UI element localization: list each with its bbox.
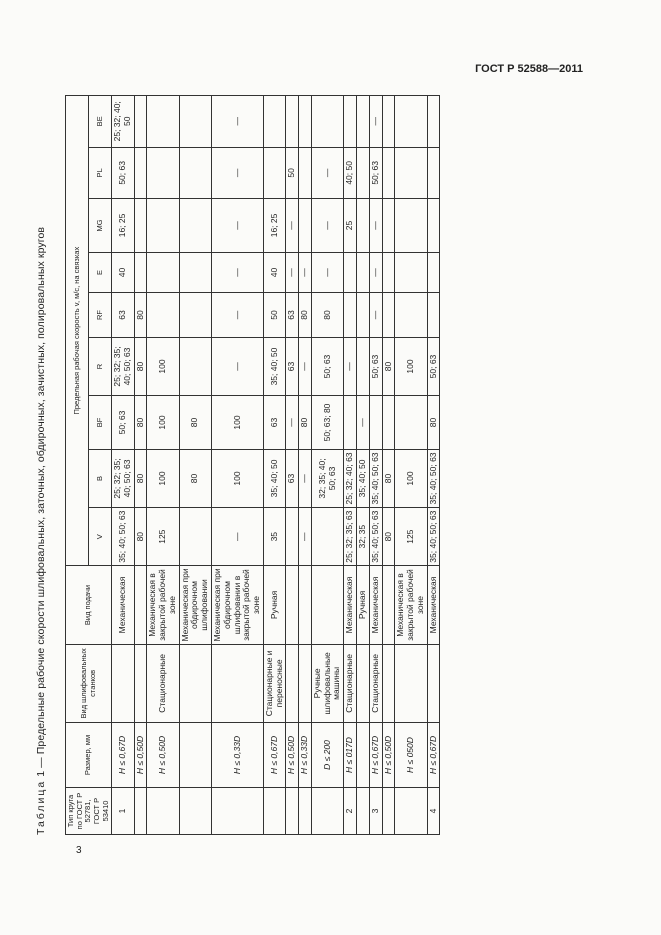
speed-value-cell: — — [286, 396, 299, 450]
col-speed-header: Предельная рабочая скорость v, м/с, на связках — [66, 96, 89, 566]
table-row — [356, 96, 369, 835]
speed-value-cell — [299, 96, 312, 148]
speed-value-cell: 63 — [286, 337, 299, 395]
speed-value-cell: — — [212, 508, 264, 566]
bond-header-cell: V — [89, 508, 112, 566]
speed-value-cell: 80 — [134, 508, 147, 566]
speed-value-cell: 63 — [263, 396, 286, 450]
speed-value-cell — [395, 252, 427, 292]
speed-value-cell — [134, 147, 147, 199]
speed-value-cell: — — [311, 147, 343, 199]
speed-value-cell: 40; 50 — [344, 147, 357, 199]
speed-value-cell — [395, 147, 427, 199]
table-row — [382, 96, 395, 835]
speed-value-cell: 16; 25 — [263, 199, 286, 253]
speed-value-cell: 100 — [212, 449, 264, 507]
type-cell — [356, 787, 369, 834]
speed-value-cell — [179, 337, 211, 395]
speed-value-cell — [356, 199, 369, 253]
feed-cell — [299, 566, 312, 644]
speed-value-cell: — — [356, 396, 369, 450]
speed-value-cell: 100 — [147, 337, 179, 395]
speed-value-cell — [286, 96, 299, 148]
machine-cell: Стационарные — [344, 644, 357, 722]
speed-value-cell: 35 — [263, 508, 286, 566]
feed-cell — [134, 566, 147, 644]
speed-value-cell: 80 — [134, 449, 147, 507]
bond-header-cell: MG — [89, 199, 112, 253]
speed-value-cell: 50; 63; 80 — [311, 396, 343, 450]
table-row — [299, 96, 312, 835]
speed-value-cell: — — [286, 252, 299, 292]
col-machine: Вид шлифовальных станков — [66, 644, 112, 722]
speed-value-cell: 100 — [147, 449, 179, 507]
table-row — [147, 96, 179, 835]
speed-value-cell: 63 — [112, 293, 135, 338]
speed-value-cell: 35; 40; 50; 63 — [427, 508, 440, 566]
speed-value-cell — [356, 96, 369, 148]
speed-value-cell: — — [299, 252, 312, 292]
speed-value-cell: — — [212, 252, 264, 292]
speed-value-cell: — — [311, 199, 343, 253]
speed-value-cell — [263, 96, 286, 148]
machine-cell: Стационарные — [147, 644, 179, 722]
speed-value-cell — [179, 508, 211, 566]
speed-value-cell: 35; 40; 50; 63 — [369, 449, 382, 507]
speed-value-cell — [147, 199, 179, 253]
speed-value-cell: 80 — [179, 396, 211, 450]
speed-value-cell: 40 — [112, 252, 135, 292]
size-cell: D ≤ 200 — [311, 723, 343, 788]
speed-value-cell — [395, 199, 427, 253]
speed-value-cell: 125 — [395, 508, 427, 566]
speed-value-cell: 80 — [134, 337, 147, 395]
speed-value-cell: 16; 25 — [112, 199, 135, 253]
feed-cell: Механическая — [369, 566, 382, 644]
speed-value-cell: 35; 40; 50 — [263, 337, 286, 395]
speed-value-cell: 63 — [286, 449, 299, 507]
speed-value-cell: 80 — [382, 449, 395, 507]
speed-value-cell: 63 — [286, 293, 299, 338]
machine-cell — [299, 644, 312, 722]
speed-value-cell: 50; 63 — [311, 337, 343, 395]
speed-value-cell — [179, 199, 211, 253]
speed-value-cell — [263, 147, 286, 199]
type-cell — [179, 787, 211, 834]
feed-cell — [311, 566, 343, 644]
bond-header-cell: E — [89, 252, 112, 292]
speed-value-cell: 125 — [147, 508, 179, 566]
speed-value-cell: 32; 35; 40; 50; 63 — [311, 449, 343, 507]
type-cell — [212, 787, 264, 834]
speed-value-cell — [427, 199, 440, 253]
machine-cell — [134, 644, 147, 722]
table-row — [427, 96, 440, 835]
table-row — [286, 96, 299, 835]
speed-value-cell — [382, 396, 395, 450]
speed-value-cell: 80 — [427, 396, 440, 450]
speed-value-cell — [299, 147, 312, 199]
speed-value-cell — [344, 96, 357, 148]
size-cell: H ≤ 017D — [344, 723, 357, 788]
speed-value-cell: 80 — [134, 293, 147, 338]
speed-value-cell — [147, 252, 179, 292]
speed-value-cell — [134, 199, 147, 253]
machine-cell — [395, 644, 427, 722]
feed-cell: Механическая в закрытой рабочей зоне — [395, 566, 427, 644]
speed-value-cell — [356, 252, 369, 292]
speed-value-cell: — — [299, 449, 312, 507]
table-row — [344, 96, 357, 835]
feed-cell: Механическая — [112, 566, 135, 644]
speed-value-cell — [344, 396, 357, 450]
speed-value-cell — [382, 147, 395, 199]
speed-value-cell: 35; 40; 50; 63 — [369, 508, 382, 566]
size-cell: H ≤ 0,67D — [263, 723, 286, 788]
type-cell: 3 — [369, 787, 382, 834]
speed-value-cell — [382, 252, 395, 292]
col-size: Размер, мм — [66, 723, 112, 788]
feed-cell: Ручная — [356, 566, 369, 644]
bond-header-cell: BE — [89, 96, 112, 148]
speed-value-cell: 100 — [212, 396, 264, 450]
speed-value-cell — [179, 252, 211, 292]
speed-value-cell: — — [299, 508, 312, 566]
col-type: Тип круга по ГОСТ Р 52781, ГОСТ Р 53410 — [66, 787, 112, 834]
speed-value-cell: 80 — [382, 508, 395, 566]
speed-value-cell — [382, 96, 395, 148]
feed-cell — [382, 566, 395, 644]
speed-value-cell: 50; 63 — [112, 147, 135, 199]
speed-value-cell — [134, 96, 147, 148]
speed-value-cell — [427, 147, 440, 199]
rotated-table-block — [35, 60, 565, 835]
table-row — [311, 96, 343, 835]
speed-value-cell — [356, 147, 369, 199]
table-caption — [35, 227, 47, 835]
speed-value-cell — [299, 199, 312, 253]
speed-value-cell: — — [311, 252, 343, 292]
speed-value-cell: 100 — [395, 337, 427, 395]
speed-value-cell — [147, 147, 179, 199]
speed-value-cell: 50; 63 — [369, 337, 382, 395]
speed-value-cell — [395, 396, 427, 450]
bond-header-cell: R — [89, 337, 112, 395]
speed-value-cell: 50; 63 — [369, 147, 382, 199]
speed-value-cell: 80 — [134, 396, 147, 450]
feed-cell: Механическая — [344, 566, 357, 644]
speed-value-cell — [179, 96, 211, 148]
feed-cell: Механическая при обдирочном шлифовании — [179, 566, 211, 644]
speed-value-cell — [427, 96, 440, 148]
speed-value-cell — [356, 337, 369, 395]
caption-text: 1 — Предельные рабочие скорости шлифовальных, заточных, обдирочных, зачистных, полировальных кругов — [35, 226, 47, 777]
machine-cell: Ручные шлифовальные машины — [311, 644, 343, 722]
machine-cell: Стационарные — [369, 644, 382, 722]
type-cell: 4 — [427, 787, 440, 834]
speed-value-cell: — — [212, 96, 264, 148]
speed-value-cell: 80 — [382, 337, 395, 395]
size-cell: H ≤ 0,50D — [134, 723, 147, 788]
speed-value-cell: 35; 40; 50 — [263, 449, 286, 507]
machine-cell: Стационарные и переносные — [263, 644, 286, 722]
size-cell: H ≤ 0,50D — [147, 723, 179, 788]
speed-value-cell: 40 — [263, 252, 286, 292]
bond-header-cell: B — [89, 449, 112, 507]
speed-value-cell — [369, 396, 382, 450]
size-cell: H ≤ 0,50D — [286, 723, 299, 788]
speed-value-cell: — — [369, 199, 382, 253]
speed-value-cell — [427, 252, 440, 292]
type-cell — [311, 787, 343, 834]
caption-label: Таблица — [35, 779, 47, 835]
table-row — [395, 96, 427, 835]
speed-value-cell — [395, 96, 427, 148]
feed-cell: Механическая при обдирочном шлифовании в закрытой рабочей зоне — [212, 566, 264, 644]
speed-value-cell — [382, 199, 395, 253]
bond-header-cell: RF — [89, 293, 112, 338]
speed-value-cell: 100 — [395, 449, 427, 507]
speed-value-cell: 50 — [263, 293, 286, 338]
size-cell: H ≤ 0,33D — [212, 723, 264, 788]
speed-value-cell: 80 — [299, 293, 312, 338]
feed-cell: Механическая в закрытой рабочей зоне — [147, 566, 179, 644]
speed-value-cell: — — [299, 337, 312, 395]
speed-value-cell — [179, 147, 211, 199]
type-cell — [299, 787, 312, 834]
machine-cell — [356, 644, 369, 722]
speed-value-cell: 50; 63 — [112, 396, 135, 450]
speed-value-cell — [311, 508, 343, 566]
header-row-1 — [66, 96, 89, 835]
machine-cell — [112, 644, 135, 722]
size-cell — [179, 723, 211, 788]
size-cell — [356, 723, 369, 788]
speed-value-cell: — — [369, 293, 382, 338]
speed-value-cell — [427, 293, 440, 338]
bond-header-cell: BF — [89, 396, 112, 450]
type-cell — [395, 787, 427, 834]
speed-value-cell: — — [369, 96, 382, 148]
speed-value-cell — [344, 252, 357, 292]
document-header: ГОСТ Р 52588—2011 — [475, 63, 583, 75]
machine-cell — [286, 644, 299, 722]
speed-value-cell — [134, 252, 147, 292]
machine-cell — [427, 644, 440, 722]
speed-value-cell: 35; 40; 50; 63 — [112, 508, 135, 566]
speed-value-cell: 80 — [311, 293, 343, 338]
speed-value-cell — [382, 293, 395, 338]
speed-value-cell: — — [344, 337, 357, 395]
speed-value-cell — [356, 293, 369, 338]
type-cell — [263, 787, 286, 834]
speed-value-cell: — — [212, 337, 264, 395]
speed-value-cell: — — [212, 293, 264, 338]
speed-value-cell: — — [286, 199, 299, 253]
table-row — [134, 96, 147, 835]
speed-value-cell: 100 — [147, 396, 179, 450]
type-cell — [134, 787, 147, 834]
table-row — [179, 96, 211, 835]
feed-cell: Ручная — [263, 566, 286, 644]
speed-value-cell — [147, 96, 179, 148]
size-cell: H ≤ 0,67D — [427, 723, 440, 788]
type-cell: 1 — [112, 787, 135, 834]
table-row — [369, 96, 382, 835]
size-cell: H ≤ 050D — [395, 723, 427, 788]
speed-value-cell — [147, 293, 179, 338]
type-cell — [147, 787, 179, 834]
speed-value-cell: 25; 32; 35; 40; 50; 63 — [112, 449, 135, 507]
speed-value-cell: — — [212, 199, 264, 253]
table-body — [112, 96, 440, 835]
speed-value-cell: 50; 63 — [427, 337, 440, 395]
feed-cell — [286, 566, 299, 644]
table-row — [263, 96, 286, 835]
speed-value-cell: 50 — [286, 147, 299, 199]
machine-cell — [179, 644, 211, 722]
size-cell: H ≤ 0,33D — [299, 723, 312, 788]
col-feed: Вид подачи — [66, 566, 112, 644]
speed-value-cell: 35; 40; 50 — [356, 449, 369, 507]
size-cell: H ≤ 0,67D — [369, 723, 382, 788]
machine-cell — [212, 644, 264, 722]
feed-cell: Механическая — [427, 566, 440, 644]
type-cell — [286, 787, 299, 834]
speed-value-cell: 25; 32; 40; 50 — [112, 96, 135, 148]
bond-header-cell: PL — [89, 147, 112, 199]
speed-value-cell: — — [212, 147, 264, 199]
size-cell: H ≤ 0,50D — [382, 723, 395, 788]
machine-cell — [382, 644, 395, 722]
speed-value-cell — [395, 293, 427, 338]
speed-value-cell — [311, 96, 343, 148]
type-cell: 2 — [344, 787, 357, 834]
speed-value-cell — [179, 293, 211, 338]
table-row — [212, 96, 264, 835]
speed-value-cell — [344, 293, 357, 338]
speed-value-cell: — — [369, 252, 382, 292]
speed-value-cell — [286, 508, 299, 566]
speed-value-cell: 80 — [299, 396, 312, 450]
page-number: 3 — [76, 845, 82, 856]
speed-value-cell: 25 — [344, 199, 357, 253]
table-row — [112, 96, 135, 835]
size-cell: H ≤ 0,67D — [112, 723, 135, 788]
speed-table — [65, 95, 440, 835]
speed-value-cell: 35; 40; 50; 63 — [427, 449, 440, 507]
speed-value-cell: 25; 32; 35; 40; 50; 63 — [112, 337, 135, 395]
type-cell — [382, 787, 395, 834]
speed-value-cell: 32; 35 — [356, 508, 369, 566]
speed-value-cell: 25; 32; 35; 63 — [344, 508, 357, 566]
speed-value-cell: 80 — [179, 449, 211, 507]
speed-value-cell: 25; 32; 40; 63 — [344, 449, 357, 507]
